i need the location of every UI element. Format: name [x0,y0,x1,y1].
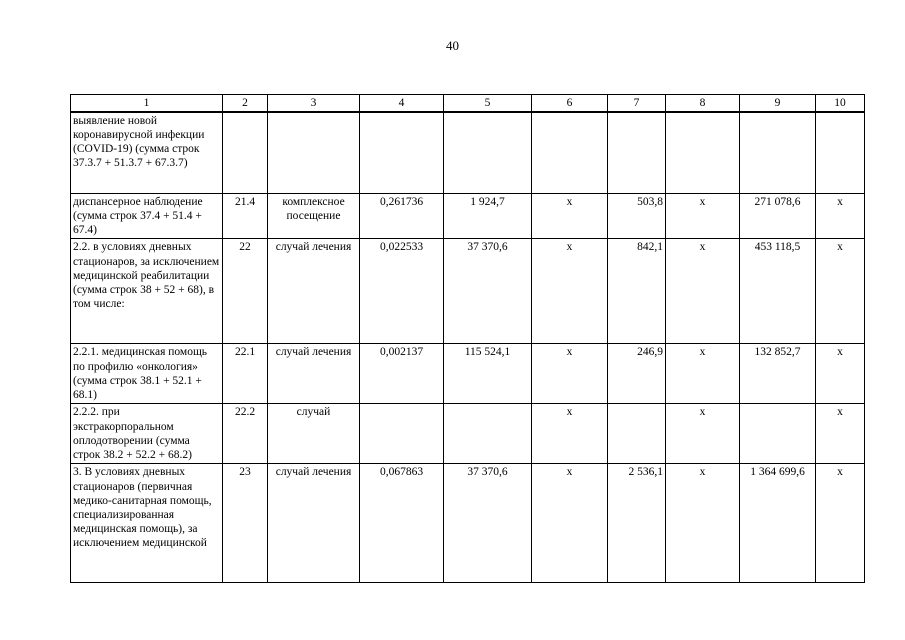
table-row [71,194,865,239]
unit-cell: случай лечения [268,464,360,583]
row-description: 2.2. в условиях дневных стационаров, за исключением медицинской реабилитации (сумма строк 38 + 52 + 68), в том числе: [71,239,223,344]
value-cell: 132 852,7 [740,344,816,404]
value-cell [360,112,444,194]
value-cell [608,112,666,194]
value-cell: 115 524,1 [444,344,532,404]
value-cell: х [816,404,865,464]
row-description: 2.2.2. при экстракорпоральном оплодотворении (сумма строк 38.2 + 52.2 + 68.2) [71,404,223,464]
value-cell: х [816,464,865,583]
data-table [70,94,865,583]
value-cell: 503,8 [608,194,666,239]
row-number: 21.4 [223,194,268,239]
table-row [71,464,865,583]
value-cell [816,112,865,194]
value-cell: х [816,239,865,344]
table-row [71,239,865,344]
value-cell: х [532,344,608,404]
row-number: 23 [223,464,268,583]
page-number: 40 [446,38,459,53]
value-cell [740,404,816,464]
row-number: 22.1 [223,344,268,404]
table-header-row [71,95,865,113]
column-header: 7 [608,95,666,113]
value-cell: 453 118,5 [740,239,816,344]
value-cell [360,404,444,464]
value-cell [444,112,532,194]
value-cell: х [666,194,740,239]
unit-cell: комплексное посещение [268,194,360,239]
value-cell: х [532,464,608,583]
value-cell: х [666,239,740,344]
row-number: 22.2 [223,404,268,464]
value-cell: 37 370,6 [444,464,532,583]
column-header: 6 [532,95,608,113]
value-cell [532,112,608,194]
column-header: 2 [223,95,268,113]
value-cell: х [532,194,608,239]
column-header: 9 [740,95,816,113]
table-row [71,344,865,404]
value-cell: 1 364 699,6 [740,464,816,583]
value-cell: х [532,404,608,464]
value-cell: 246,9 [608,344,666,404]
value-cell [740,112,816,194]
row-description: 2.2.1. медицинская помощь по профилю «онкология» (сумма строк 38.1 + 52.1 + 68.1) [71,344,223,404]
table-row [71,404,865,464]
value-cell: х [666,404,740,464]
value-cell: х [816,194,865,239]
table-row [71,112,865,194]
unit-cell: случай лечения [268,239,360,344]
row-number [223,112,268,194]
column-header: 1 [71,95,223,113]
value-cell: 0,002137 [360,344,444,404]
row-description: диспансерное наблюдение (сумма строк 37.4 + 51.4 + 67.4) [71,194,223,239]
column-header: 4 [360,95,444,113]
column-header: 5 [444,95,532,113]
value-cell: х [532,239,608,344]
row-description: 3. В условиях дневных стационаров (первичная медико-санитарная помощь, специализированная медицинская помощь), за исключением медицинской [71,464,223,583]
column-header: 10 [816,95,865,113]
value-cell [666,112,740,194]
value-cell: 2 536,1 [608,464,666,583]
value-cell [608,404,666,464]
row-description: выявление новой коронавирусной инфекции (COVID-19) (сумма строк 37.3.7 + 51.3.7 + 67.3.7) [71,112,223,194]
value-cell: 0,067863 [360,464,444,583]
value-cell: 37 370,6 [444,239,532,344]
unit-cell [268,112,360,194]
value-cell: х [816,344,865,404]
row-number: 22 [223,239,268,344]
unit-cell: случай [268,404,360,464]
value-cell: 271 078,6 [740,194,816,239]
value-cell: 842,1 [608,239,666,344]
value-cell: 0,261736 [360,194,444,239]
unit-cell: случай лечения [268,344,360,404]
value-cell [444,404,532,464]
value-cell: 1 924,7 [444,194,532,239]
column-header: 8 [666,95,740,113]
column-header: 3 [268,95,360,113]
value-cell: х [666,464,740,583]
value-cell: х [666,344,740,404]
value-cell: 0,022533 [360,239,444,344]
